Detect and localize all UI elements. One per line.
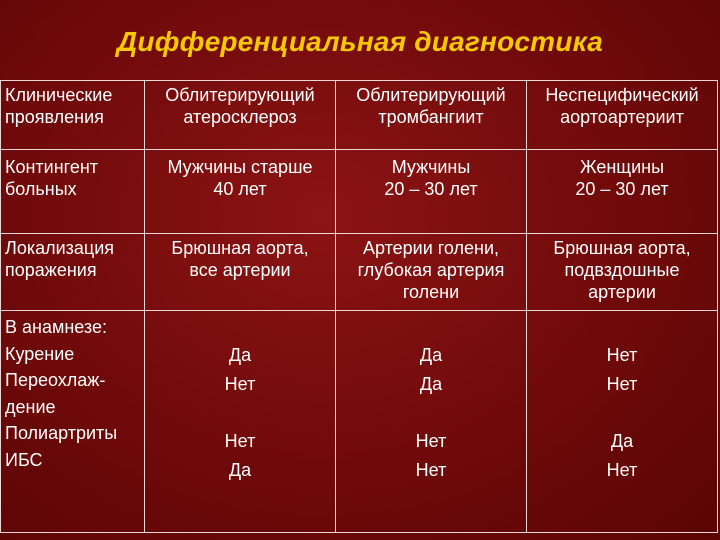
cell-line: подвздошные [564,260,680,280]
cell-line: Да [610,431,634,451]
diagnosis-table [0,80,718,533]
cell-line: Клинические [5,85,113,105]
cell-line: Брюшная аорта, [171,238,309,258]
cell-line: Нет [606,460,638,480]
cell-line: глубокая артерия [357,260,505,280]
cell-line: Нет [224,431,256,451]
cell-line: Артерии голени, [362,238,500,258]
cell-line: 20 – 30 лет [384,179,478,199]
table-cell [145,150,336,234]
table-cell [527,234,718,311]
cell-line: артерии [588,282,656,302]
table-cell [527,311,718,533]
row-label-cell [1,150,145,234]
header-cell-aortoarteritis [527,81,718,150]
table-row-contingent [1,150,718,234]
table-row-anamnesis [1,311,718,533]
cell-line: Мужчины [391,157,471,177]
row-label-cell [1,311,145,533]
cell-line: Локализация [5,238,115,258]
cell-line: аортоартериит [560,107,684,127]
table-header-row [1,81,718,150]
cell-line: Да [228,345,252,365]
table-row-localization [1,234,718,311]
row-label-cell [1,234,145,311]
slide-title: Дифференциальная диагностика [116,26,604,57]
cell-line: Облитерирующий [165,85,315,105]
table-cell [336,150,527,234]
cell-line: атеросклероз [183,107,297,127]
cell-line: все артерии [189,260,291,280]
cell-line: Облитерирующий [356,85,506,105]
cell-line: больных [5,179,77,199]
table-cell [336,311,527,533]
cell-line: проявления [5,107,104,127]
cell-line: Мужчины старше [167,157,313,177]
cell-line: Нет [415,460,447,480]
cell-line: ИБС [5,449,43,470]
cell-line: Да [419,374,443,394]
table-cell [145,234,336,311]
table-cell [527,150,718,234]
cell-line: дение [5,396,56,417]
cell-line: Переохлаж- [5,370,106,390]
cell-line: 20 – 30 лет [575,179,669,199]
cell-line: тромбангиит [378,107,484,127]
spacer [149,399,331,427]
table-cell [336,234,527,311]
cell-line: Нет [224,374,256,394]
table-cell [145,311,336,533]
cell-line: Нет [606,345,638,365]
cell-line: Да [419,345,443,365]
spacer [531,399,713,427]
cell-line: 40 лет [213,179,267,199]
cell-line: голени [402,282,460,302]
cell-line: Полиартриты [5,423,118,443]
cell-line: Женщины [579,157,665,177]
header-cell-clinical [1,81,145,150]
cell-line: Неспецифический [545,85,699,105]
cell-line: Контингент [5,157,99,177]
cell-line: В анамнезе: [5,317,107,337]
cell-line: поражения [5,260,97,280]
header-cell-thromboangiitis [336,81,527,150]
spacer [340,399,522,427]
cell-line: Брюшная аорта, [553,238,691,258]
cell-line: Курение [5,343,75,364]
header-cell-atherosclerosis [145,81,336,150]
cell-line: Нет [415,431,447,451]
cell-line: Нет [606,374,638,394]
cell-line: Да [228,460,252,480]
